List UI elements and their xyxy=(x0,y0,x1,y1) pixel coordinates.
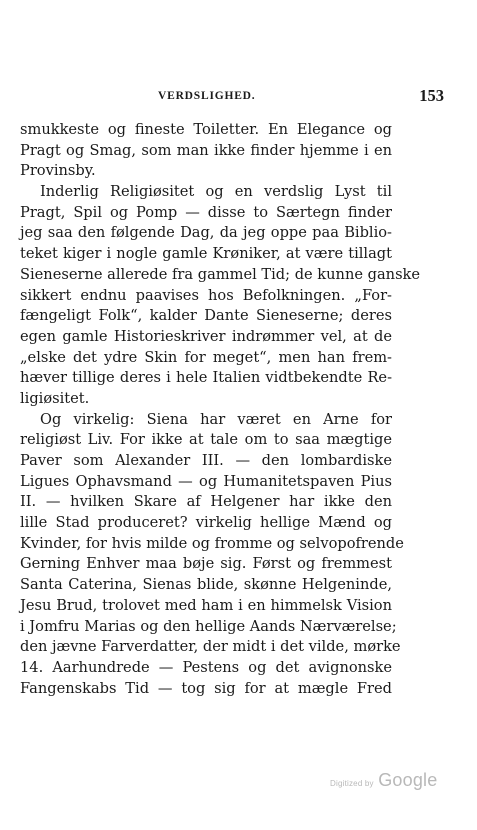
text-line: Gerning Enhver maa bøje sig. Først og fremmest xyxy=(20,555,392,573)
digitization-watermark xyxy=(330,770,437,791)
text-line: Inderlig Religiøsitet og en verdslig Lyst til xyxy=(40,183,392,201)
google-wordmark: Google xyxy=(378,770,438,790)
text-line: den jævne Farverdatter, der midt i det vilde, mørke xyxy=(20,638,401,656)
text-line: Jesu Brud, trolovet med ham i en himmelsk Vision xyxy=(20,596,392,614)
text-line: Kvinder, for hvis milde og fromme og selvopofrende xyxy=(20,534,404,552)
text-line: fængeligt Folk“, kalder Dante Sieneserne; deres xyxy=(20,307,392,325)
text-line: hæver tillige deres i hele Italien vidtbekendte Re- xyxy=(20,369,392,387)
text-line: Fangenskabs Tid — tog sig for at mægle Fred xyxy=(20,679,392,697)
text-line: II. — hvilken Skare af Helgener har ikke den xyxy=(20,493,392,511)
text-line: Pragt, Spil og Pomp — disse to Særtegn finder xyxy=(20,203,392,221)
text-line: Og virkelig: Siena har været en Arne for xyxy=(40,410,392,428)
body-text xyxy=(20,120,421,699)
page-number: 153 xyxy=(419,86,444,105)
text-line: smukkeste og fineste Toiletter. En Elegance og xyxy=(20,121,392,138)
text-line: 14. Aarhundrede — Pestens og det avignonske xyxy=(20,658,392,676)
text-line: Sieneserne allerede fra gammel Tid; de kunne ganske xyxy=(20,265,421,283)
text-line: jeg saa den følgende Dag, da jeg oppe paa Biblio- xyxy=(20,224,392,242)
page-header xyxy=(40,86,450,110)
text-line: Santa Caterina, Sienas blide, skønne Helgeninde, xyxy=(20,576,392,594)
text-line: religiøst Liv. For ikke at tale om to saa mægtige xyxy=(20,431,392,449)
text-line: „elske det ydre Skin for meget“, men han frem- xyxy=(20,348,392,366)
text-line: egen gamle Historieskriver indrømmer vel, at de xyxy=(20,327,392,345)
text-line: Ligues Ophavsmand — og Humanitetspaven Pius xyxy=(20,472,392,490)
text-line: Pragt og Smag, som man ikke finder hjemme i en xyxy=(20,141,392,159)
text-line: teket kiger i nogle gamle Krøniker, at være tillagt xyxy=(20,245,392,263)
text-line: sikkert endnu paavises hos Befolkningen. „For- xyxy=(20,286,392,304)
digitized-by-label: Digitized by xyxy=(330,779,374,788)
text-line: ligiøsitet. xyxy=(20,389,90,407)
text-line: i Jomfru Marias og den hellige Aands Nærværelse; xyxy=(20,617,397,635)
text-line: Provinsby. xyxy=(20,162,96,180)
text-line: lille Stad produceret? virkelig hellige Mænd og xyxy=(20,514,392,532)
text-line: Paver som Alexander III. — den lombardiske xyxy=(20,452,392,469)
running-title: VERDSLIGHED. xyxy=(158,90,256,102)
